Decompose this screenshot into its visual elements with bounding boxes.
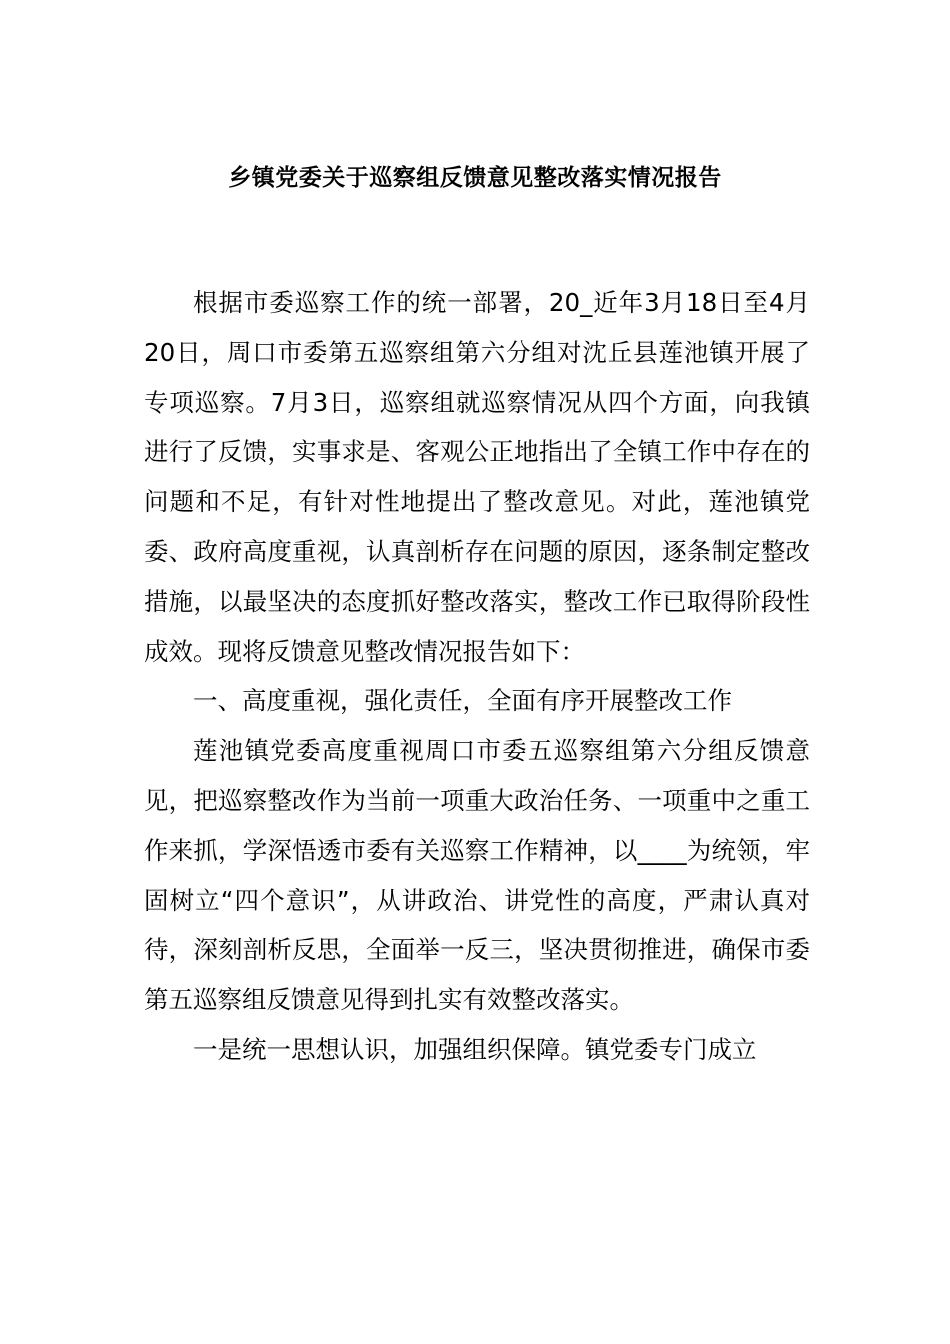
paragraph-point-1: 一是统一思想认识，加强组织保障。镇党委专门成立	[193, 1034, 757, 1064]
document-title: 乡镇党委关于巡察组反馈意见整改落实情况报告	[228, 165, 722, 191]
paragraph-section-1: 莲池镇党委高度重视周口市委五巡察组第六分组反馈意见，把巡察整改作为当前一项重大政治任务、一项重中之重工作来抓，学深悟透市委有关巡察工作精神，以____为统领，牢固树立“四个意识”，从讲政治、讲党性的高度，严肃认真对待，深刻剖析反思，全面举一反三，坚决贯彻推进，确保市委第五巡察组反馈意见得到扎实有效整改落实。	[144, 736, 810, 1015]
document-body	[144, 278, 810, 1075]
section-heading-1: 一、高度重视，强化责任，全面有序开展整改工作	[193, 686, 732, 716]
paragraph-intro: 根据市委巡察工作的统一部署，20_近年3月18日至4月20日，周口市委第五巡察组第六分组对沈丘县莲池镇开展了专项巡察。7月3日，巡察组就巡察情况从四个方面，向我镇进行了反馈，实事求是、客观公正地指出了全镇工作中存在的问题和不足，有针对性地提出了整改意见。对此，莲池镇党委、政府高度重视，认真剖析存在问题的原因，逐条制定整改措施，以最坚决的态度抓好整改落实，整改工作已取得阶段性成效。现将反馈意见整改情况报告如下：	[144, 288, 810, 666]
